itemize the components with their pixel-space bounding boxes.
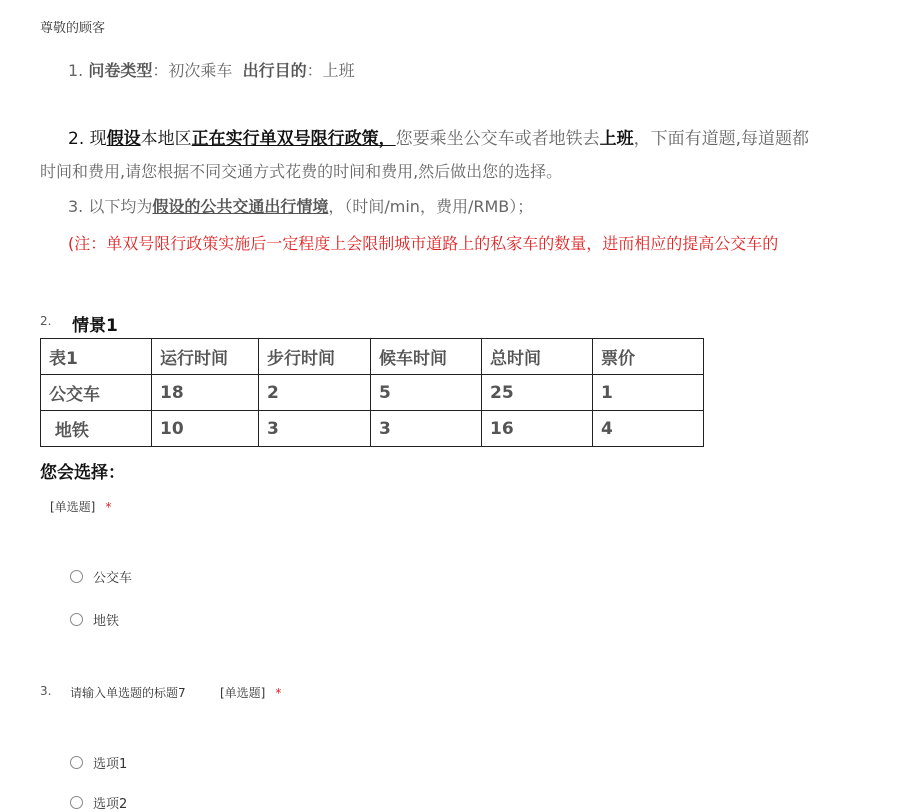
question-type-label: [单选题] [50,500,96,514]
table-row [41,411,704,447]
intro-assume: 假设 [106,129,141,149]
table-cell: 10 [152,411,259,447]
table-cell: 地铁 [41,411,152,447]
survey-type-value: 初次乘车 [168,61,233,80]
question-type-label: [单选题] [220,686,266,700]
table-cell: 18 [152,375,259,411]
option-label: 公交车 [93,571,133,586]
intro-line-2-rest1: 您要乘坐公交车或者地铁去 [395,129,600,149]
radio-icon[interactable] [70,796,83,809]
option-bus[interactable] [70,567,132,586]
table-header-row [41,339,704,375]
travel-purpose-label: 出行目的 [242,61,307,80]
option-metro[interactable] [70,610,119,629]
intro-line-3-prefix: 3. 以下均为 [68,197,153,216]
scenario-table [40,338,704,447]
intro-line-2b: 时间和费用,请您根据不同交通方式花费的时间和费用,然后做出您的选择。 [40,162,563,181]
option-label: 选项1 [93,757,128,772]
table-cell: 5 [371,375,482,411]
table-cell: 2 [259,375,371,411]
table-cell: 1 [593,375,704,411]
question-title: 请输入单选题的标题7 [70,686,186,700]
question-type [220,684,281,701]
question-title: 情景1 [72,316,118,336]
radio-icon[interactable] [70,570,83,583]
intro-line-2-prefix: 2. 现 [68,129,107,149]
option-label: 选项2 [93,797,128,812]
table-header-cell: 总时间 [482,339,593,375]
survey-type-colon: ： [152,61,169,80]
intro-work: 上班 [599,129,634,149]
intro-line-2-rest2: ，下面有道题,每道题都 [633,129,810,149]
question-prompt: 您会选择： [40,463,125,483]
travel-purpose-colon: ： [306,61,323,80]
greeting: 尊敬的顾客 [40,21,106,36]
table-header-cell: 步行时间 [259,339,371,375]
intro-line-1 [68,58,355,81]
required-marker: * [275,686,282,700]
table-header-cell: 票价 [593,339,704,375]
radio-icon[interactable] [70,613,83,626]
survey-type-label: 问卷类型 [88,61,153,80]
table-cell: 16 [482,411,593,447]
intro-policy: 正在实行单双号限行政策， [191,129,396,149]
option-label: 地铁 [93,614,120,629]
table-row [41,375,704,411]
intro-line-2 [68,124,809,149]
question-number: 3. [40,684,52,698]
table-cell: 4 [593,411,704,447]
intro-line-3 [68,194,533,217]
intro-line-1-prefix: 1. [68,61,89,80]
table-cell: 3 [259,411,371,447]
radio-icon[interactable] [70,756,83,769]
table-cell: 25 [482,375,593,411]
intro-note: (注：单双号限行政策实施后一定程度上会限制城市道路上的私家车的数量，进而相应的提高公交车的 [68,234,779,253]
question-type [50,498,111,515]
option-1[interactable] [70,753,127,772]
table-header-cell: 运行时间 [152,339,259,375]
intro-line-2-mid: 本地区 [140,129,192,149]
table-cell: 3 [371,411,482,447]
required-marker: * [105,500,112,514]
table-header-cell: 候车时间 [371,339,482,375]
question-number: 2. [40,314,52,328]
intro-scenario: 假设的公共交通出行情境 [152,197,329,216]
intro-line-3-suffix: ，（时间/min，费用/RMB）； [328,197,534,216]
option-2[interactable] [70,793,127,812]
travel-purpose-value: 上班 [322,61,355,80]
table-header-cell: 表1 [41,339,152,375]
table-cell: 公交车 [41,375,152,411]
